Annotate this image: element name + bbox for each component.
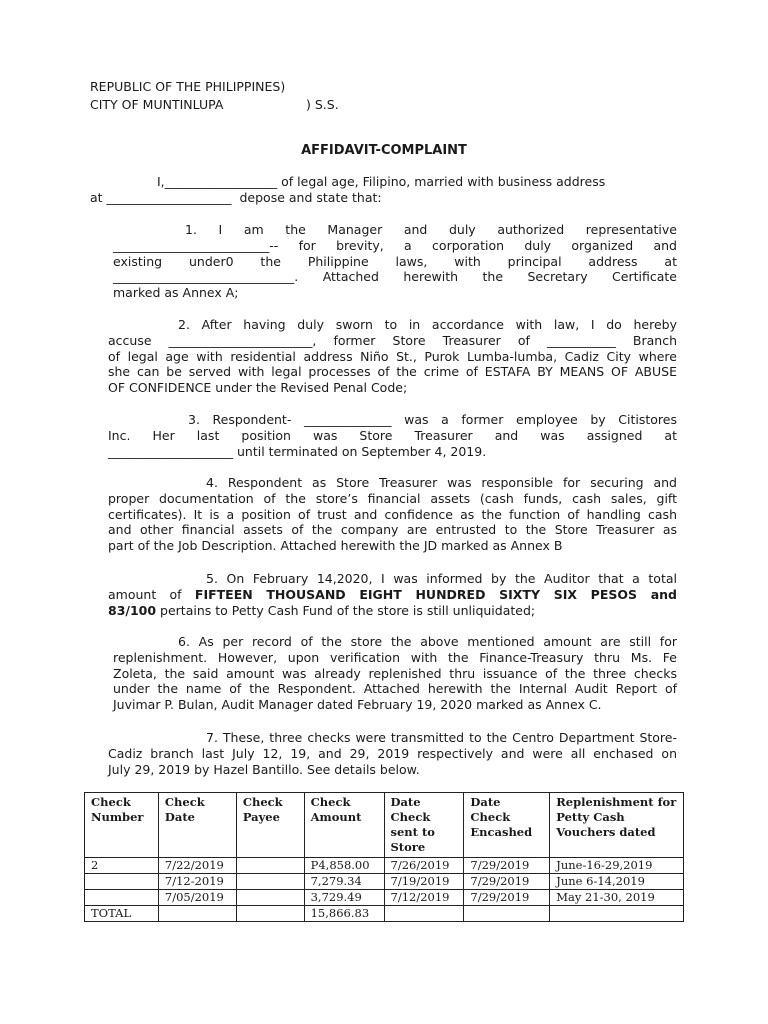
p7-line-1: 7. These, three checks were transmitted to the Centro Department Store- [206,730,677,745]
paragraph-1 [113,222,677,301]
header-check-date: Check Date [158,793,236,858]
p7-line-2: Cadiz branch last July 12, 19, and 29, 2019 respectively and were all enchased on [108,745,677,761]
cell-check-payee [236,890,304,906]
p2-line-1: 2. After having duly sworn to in accordance with law, I do hereby [178,317,677,332]
p5-line-1: 5. On February 14,2020, I was informed by the Auditor that a total [206,571,677,586]
paragraph-2 [108,317,677,396]
p6-line-1: 6. As per record of the store the above mentioned amount are still for [178,634,677,649]
cell-replenishment: June 6-14,2019 [550,874,684,890]
p5-pertains-text: pertains to Petty Cash Fund of the store is still unliquidated; [160,602,536,618]
intro-text-1: of legal age, Filipino, married with business address [281,174,606,189]
cell-check-date: 7/05/2019 [158,890,236,906]
cell-check-payee [236,874,304,890]
p2-line-3: of legal age with residential address Niño St., Purok Lumba-lumba, Cadiz City where [108,348,677,364]
p3-line-2: Inc. Her last position was Store Treasurer and was assigned at [108,427,677,443]
cell-total-amount: 15,866.83 [304,906,384,922]
p1-address-blank: _____________________________. [113,269,299,285]
p6-line-5: Juvimar P. Bulan, Audit Manager dated February 19, 2020 marked as Annex C. [113,697,602,713]
checks-table [84,792,684,922]
intro-text-2: depose and state that: [239,189,382,205]
p5-amount-cents: 83/100 [108,602,157,618]
caption-city: CITY OF MUNTINLUPA [90,97,224,112]
caption-line-2 [90,97,339,112]
p1-attached-text: Attached herewith the Secretary Certificate [322,269,677,285]
p5-amount-words: FIFTEEN THOUSAND EIGHT HUNDRED SIXTY SIX PESOS and [194,586,677,602]
document-title: AFFIDAVIT-COMPLAINT [301,143,467,158]
cell-replenishment: May 21-30, 2019 [550,890,684,906]
header-replenishment: Replenishment for Petty Cash Vouchers dated [550,793,684,858]
cell-check-amount: 7,279.34 [304,874,384,890]
cell-check-payee [236,858,304,874]
cell-check-number [85,890,159,906]
cell-date-encashed: 7/29/2019 [464,890,550,906]
p6-line-2: replenishment. However, upon verification with the Finance-Treasury thru Ms. Fe [113,649,677,665]
p2-line-2: accuse _______________________, former Store Treasurer of ___________ Branch [108,332,677,348]
paragraph-6 [113,634,677,713]
cell-date-sent: 7/26/2019 [384,858,464,874]
caption-line-1: REPUBLIC OF THE PHILIPPINES) [90,79,286,94]
header-check-number: Check Number [85,793,159,858]
p1-line-5: marked as Annex A; [113,285,239,301]
intro-paragraph [90,174,677,206]
intro-line-2 [90,190,677,206]
cell-check-amount: P4,858.00 [304,858,384,874]
header-date-sent: Date Check sent to Store [384,793,464,858]
cell-date-sent: 7/12/2019 [384,890,464,906]
cell-check-date: 7/22/2019 [158,858,236,874]
cell-date-sent [384,906,464,922]
header-check-payee: Check Payee [236,793,304,858]
header-check-amount: Check Amount [304,793,384,858]
p6-line-3: Zoleta, the said amount was already replenished thru issuance of the three checks [113,665,677,681]
p5-line-3 [108,603,677,619]
table-row [85,890,684,906]
p1-line-4 [113,269,677,285]
table-header-row [85,793,684,858]
p5-line-2 [108,587,677,603]
cell-date-sent: 7/19/2019 [384,874,464,890]
cell-date-encashed: 7/29/2019 [464,858,550,874]
p4-line-2: proper documentation of the store’s financial assets (cash funds, cash sales, gift [108,490,677,506]
p4-line-4: and other financial assets of the company are entrusted to the Store Treasurer as [108,522,677,538]
p6-line-4: under the name of the Respondent. Attached herewith the Internal Audit Report of [113,681,677,697]
p7-line-3: July 29, 2019 by Hazel Bantillo. See details below. [108,761,420,777]
cell-check-amount: 3,729.49 [304,890,384,906]
cell-total-label: TOTAL [85,906,159,922]
paragraph-3 [108,412,677,459]
cell-check-payee [236,906,304,922]
cell-date-encashed: 7/29/2019 [464,874,550,890]
table-row [85,858,684,874]
paragraph-7 [108,730,677,777]
p4-line-5: part of the Job Description. Attached herewith the JD marked as Annex B [108,538,563,554]
p2-line-4: she can be served with legal processes of the crime of ESTAFA BY MEANS OF ABUSE [108,364,677,380]
p4-line-1: 4. Respondent as Store Treasurer was responsible for securing and [206,475,677,490]
p1-line-1: 1. I am the Manager and duly authorized representative [185,222,677,237]
p3-line-1: 3. Respondent- ______________ was a former employee by Citistores [188,412,677,427]
intro-address-blank: ____________________ [106,189,232,205]
paragraph-5 [108,571,677,618]
p2-line-5: OF CONFIDENCE under the Revised Penal Code; [108,380,408,396]
intro-name-blank: I,__________________ [157,174,278,189]
p1-line-3: existing under0 the Philippine laws, with principal address at [113,253,677,269]
p1-line-2: _________________________-- for brevity, a corporation duly organized and [113,237,677,253]
cell-check-number: 2 [85,858,159,874]
intro-at: at [90,189,103,205]
intro-line-1 [90,174,677,190]
caption-ss: ) S.S. [306,97,339,112]
cell-replenishment: June-16-29,2019 [550,858,684,874]
table-total-row [85,906,684,922]
cell-replenishment [550,906,684,922]
p4-line-3: certificates). It is a position of trust and confidence as the function of handling cash [108,506,677,522]
paragraph-4 [108,475,677,554]
cell-date-encashed [464,906,550,922]
table-row [85,874,684,890]
p3-line-3: ____________________ until terminated on September 4, 2019. [108,443,487,459]
p5-amount-of: amount of [108,586,182,602]
cell-check-date: 7/12-2019 [158,874,236,890]
header-date-encashed: Date Check Encashed [464,793,550,858]
cell-check-number [85,874,159,890]
cell-check-date [158,906,236,922]
